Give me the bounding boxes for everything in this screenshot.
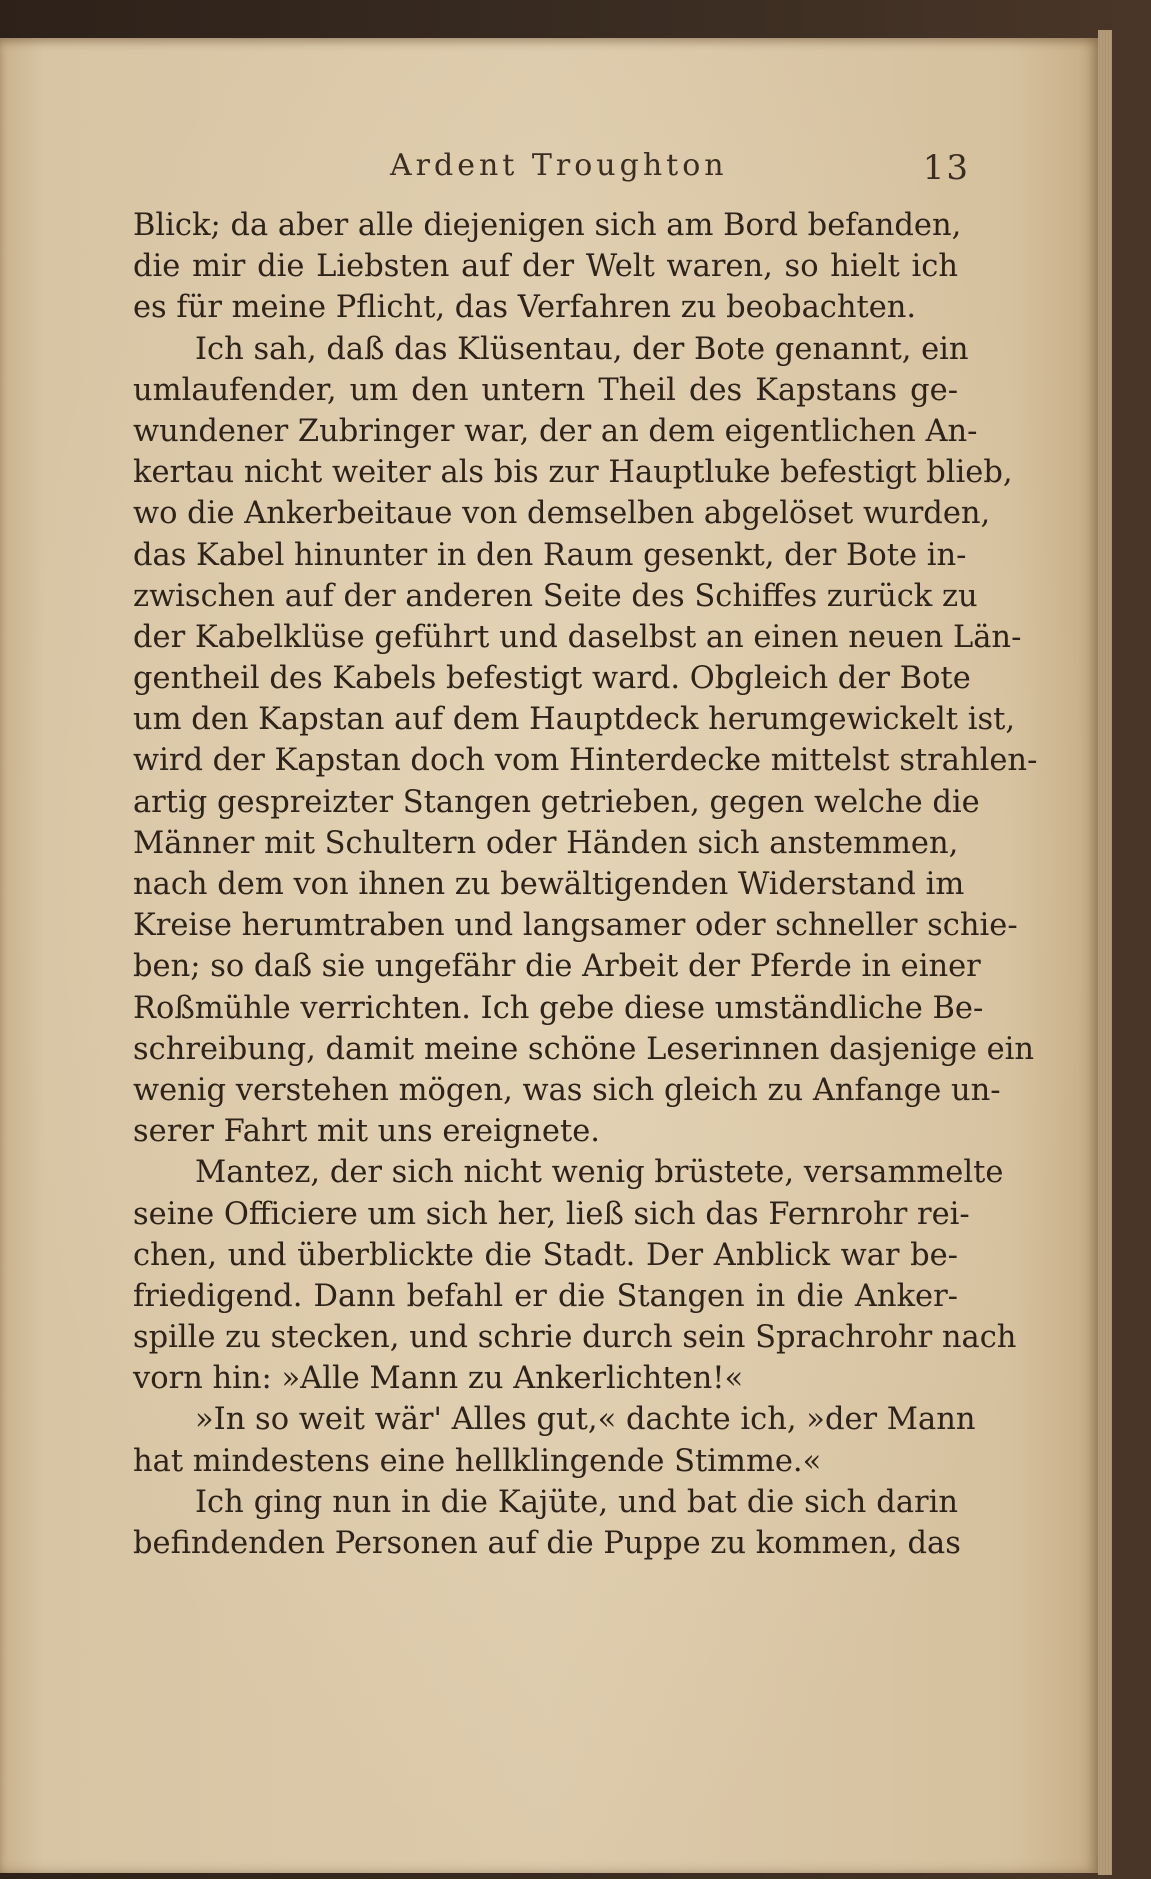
text-line: Blick; da aber alle diejenigen sich am Bord befanden,	[133, 208, 962, 243]
text-line: wird der Kapstan doch vom Hinterdecke mittelst strahlen-	[133, 743, 1038, 779]
text-line: um den Kapstan auf dem Hauptdeck herumgewickelt ist,	[133, 702, 1016, 738]
text-line: wo die Ankerbeitaue von demselben abgelöset wurden,	[133, 496, 991, 532]
text-line: ben; so daß sie ungefähr die Arbeit der Pferde in einer	[133, 949, 981, 985]
text-line: Ich ging nun in die Kajüte, und bat die sich darin	[195, 1484, 958, 1520]
text-line: es für meine Pflicht, das Verfahren zu beobachten.	[133, 290, 917, 326]
text-line: chen, und überblickte die Stadt. Der Anblick war be-	[133, 1237, 958, 1273]
text-line: vorn hin: »Alle Mann zu Ankerlichten!«	[133, 1361, 744, 1397]
text-line: Kreise herumtraben und langsamer oder schneller schie-	[133, 908, 1018, 944]
running-title: Ardent Troughton	[390, 148, 728, 183]
text-line: Männer mit Schultern oder Händen sich anstemmen,	[133, 825, 959, 861]
text-line: zwischen auf der anderen Seite des Schiffes zurück zu	[133, 578, 978, 614]
page-number: 13	[922, 148, 970, 188]
text-line: kertau nicht weiter als bis zur Hauptluke befestigt blieb,	[133, 455, 1013, 491]
text-line: seine Officiere um sich her, ließ sich das Fernrohr rei-	[133, 1196, 970, 1232]
text-line: Mantez, der sich nicht wenig brüstete, versammelte	[195, 1155, 1004, 1191]
text-line: »In so weit wär' Alles gut,« dachte ich, »der Mann	[195, 1402, 976, 1438]
text-line: gentheil des Kabels befestigt ward. Obgleich der Bote	[133, 661, 971, 697]
page-edges	[1098, 30, 1112, 1875]
text-line: artig gespreizter Stangen getrieben, gegen welche die	[133, 784, 980, 820]
text-line: das Kabel hinunter in den Raum gesenkt, der Bote in-	[133, 537, 967, 573]
text-line: wenig verstehen mögen, was sich gleich zu Anfange un-	[133, 1072, 1001, 1108]
text-line: umlaufender, um den untern Theil des Kapstans ge-	[133, 372, 958, 408]
text-line: befindenden Personen auf die Puppe zu kommen, das	[133, 1526, 961, 1561]
text-line: serer Fahrt mit uns ereignete.	[133, 1114, 600, 1150]
text-line: wundener Zubringer war, der an dem eigentlichen An-	[133, 413, 978, 449]
text-line: Ich sah, daß das Klüsentau, der Bote genannt, ein	[195, 331, 969, 367]
text-line: hat mindestens eine hellklingende Stimme.«	[133, 1443, 822, 1479]
text-line: Roßmühle verrichten. Ich gebe diese umständliche Be-	[133, 990, 984, 1026]
text-line: die mir die Liebsten auf der Welt waren, so hielt ich	[133, 249, 958, 285]
page-header	[390, 148, 970, 198]
text-line: der Kabelklüse geführt und daselbst an einen neuen Län-	[133, 619, 1022, 655]
text-line: schreibung, damit meine schöne Leserinnen dasjenige ein	[133, 1031, 1035, 1067]
text-line: nach dem von ihnen zu bewältigenden Widerstand im	[133, 867, 965, 902]
body-text	[133, 205, 1038, 1564]
text-line: friedigend. Dann befahl er die Stangen in die Anker-	[133, 1278, 958, 1314]
text-line: spille zu stecken, und schrie durch sein Sprachrohr nach	[133, 1320, 1017, 1356]
